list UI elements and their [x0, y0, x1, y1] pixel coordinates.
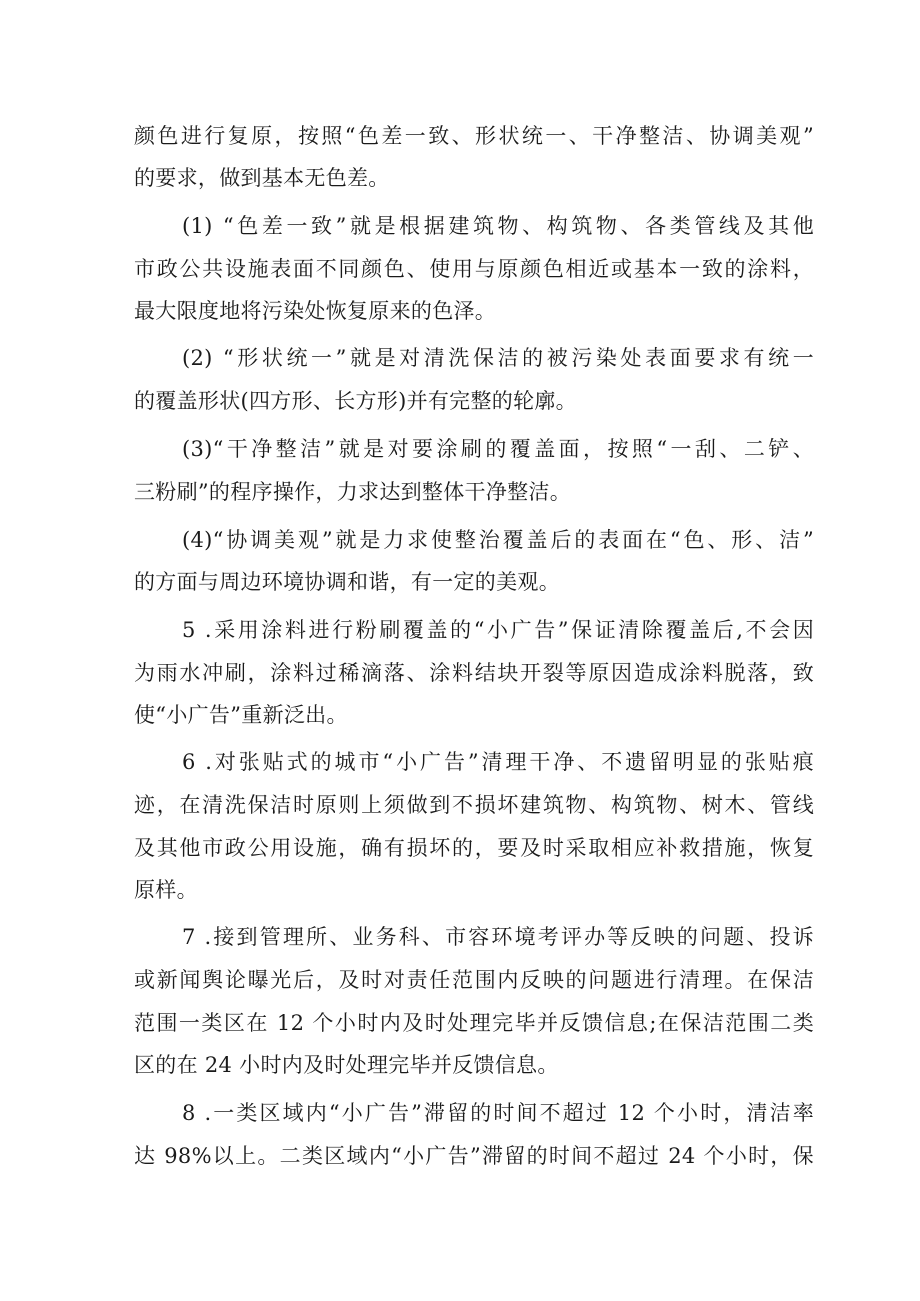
text-line: 原样。	[134, 878, 198, 902]
text-line: 使“小广告”重新泛出。	[134, 703, 348, 727]
text-line: 的要求，做到基本无色差。	[134, 166, 390, 190]
text-line: 的覆盖形状(四方形、长方形)并有完整的轮廓。	[134, 389, 577, 413]
text-line: 区的在 24 小时内及时处理完毕并反馈信息。	[134, 1053, 559, 1077]
text-line: 三粉刷”的程序操作，力求达到整体干净整洁。	[134, 480, 572, 504]
text-line: (1) “色差一致”就是根据建筑物、构筑物、各类管线及其他	[182, 214, 814, 238]
text-line: (4)“协调美观”就是力求使整治覆盖后的表面在“色、形、洁”	[182, 528, 814, 552]
text-line: (2) “形状统一”就是对清洗保洁的被污染处表面要求有统一	[182, 346, 814, 370]
text-line: 或新闻舆论曝光后，及时对责任范围内反映的问题进行清理。在保洁	[134, 968, 814, 992]
text-line: 市政公共设施表面不同颜色、使用与原颜色相近或基本一致的涂料，	[134, 257, 814, 281]
text-line: 为雨水冲刷，涂料过稀滴落、涂料结块开裂等原因造成涂料脱落，致	[134, 661, 814, 685]
text-line: 7 .接到管理所、业务科、市容环境考评办等反映的问题、投诉	[182, 925, 814, 949]
text-line: 及其他市政公用设施，确有损坏的，要及时采取相应补救措施，恢复	[134, 836, 814, 860]
text-line: 6 .对张贴式的城市“小广告”清理干净、不遗留明显的张贴痕	[182, 750, 814, 774]
text-line: 达 98%以上。二类区域内“小广告”滞留的时间不超过 24 个小时，保	[134, 1144, 814, 1168]
text-line: (3)“干净整洁”就是对要涂刷的覆盖面，按照“一刮、二铲、	[182, 437, 814, 461]
text-line: 范围一类区在 12 个小时内及时处理完毕并反馈信息;在保洁范围二类	[134, 1011, 814, 1035]
text-line: 5 .采用涂料进行粉刷覆盖的“小广告”保证清除覆盖后,不会因	[182, 618, 814, 642]
text-line: 最大限度地将污染处恢复原来的色泽。	[134, 299, 497, 323]
text-line: 迹，在清洗保洁时原则上须做到不损坏建筑物、构筑物、树木、管线	[134, 793, 814, 817]
text-line: 的方面与周边环境协调和谐，有一定的美观。	[134, 570, 560, 594]
text-line: 8 .一类区域内“小广告”滞留的时间不超过 12 个小时，清洁率	[182, 1101, 814, 1125]
text-line: 颜色进行复原，按照“色差一致、形状统一、干净整洁、协调美观”	[134, 124, 814, 148]
